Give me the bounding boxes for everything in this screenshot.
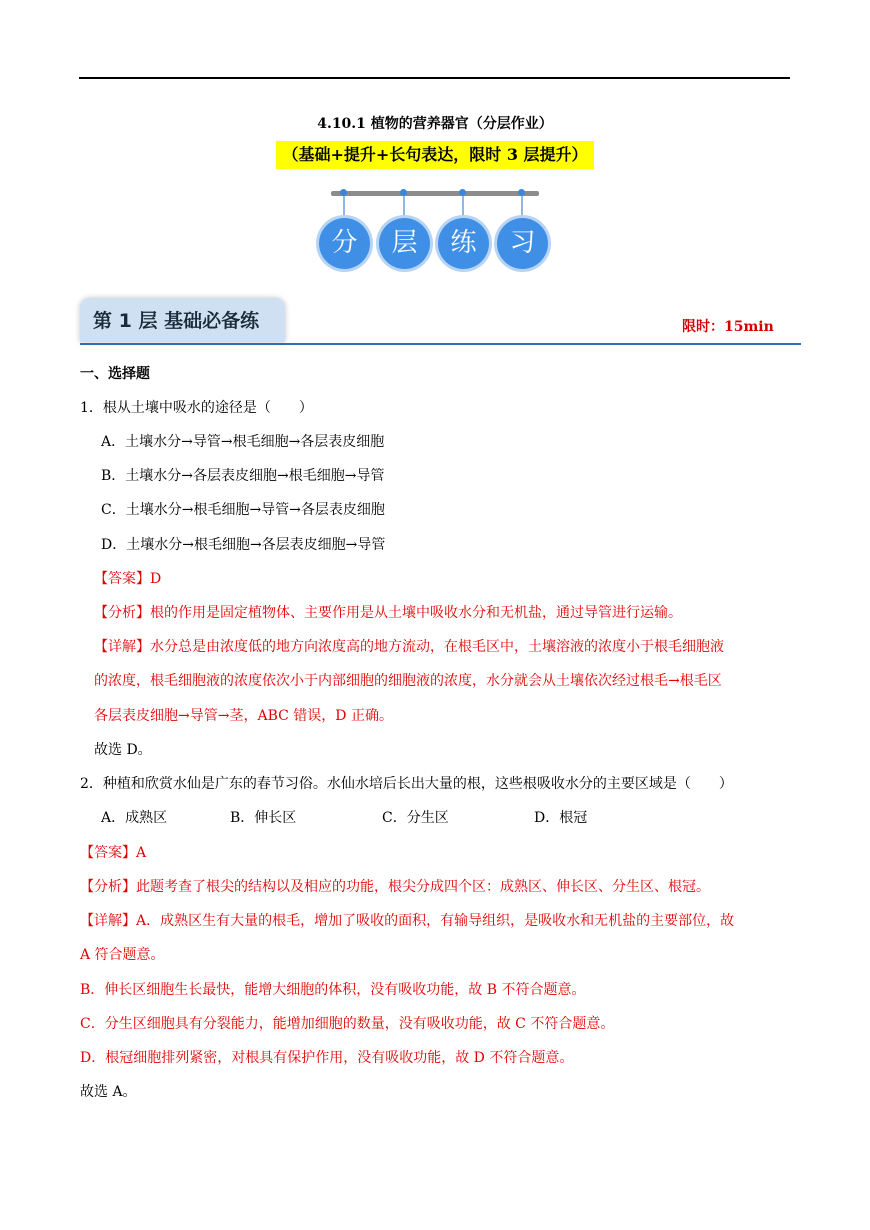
banner-pin-dot <box>400 189 407 196</box>
q1-option-c: C．土壤水分→根毛细胞→导管→各层表皮细胞 <box>101 502 385 518</box>
q1-detail-line: 【详解】水分总是由浓度低的地方向浓度高的地方流动，在根毛区中，土壤溶液的浓度小于根毛细胞液 <box>94 639 724 655</box>
banner-pin-dot <box>340 189 347 196</box>
time-limit: 限时：15min <box>682 319 774 335</box>
banner-char-3: 练 <box>438 218 489 269</box>
q1-detail-line: 的浓度，根毛细胞液的浓度依次小于内部细胞的细胞液的浓度，水分就会从土壤依次经过根毛→根毛区 <box>94 673 722 689</box>
banner-char-2: 层 <box>379 218 430 269</box>
layer-underline <box>80 343 801 345</box>
q1-option-a: A．土壤水分→导管→根毛细胞→各层表皮细胞 <box>101 434 385 450</box>
q1-option-b: B．土壤水分→各层表皮细胞→根毛细胞→导管 <box>101 468 385 484</box>
q2-detail-line: 【详解】A．成熟区生有大量的根毛，增加了吸收的面积，有输导组织，是吸收水和无机盐的主要部位，故 <box>80 913 735 929</box>
banner-pin-line <box>403 192 405 220</box>
q2-option-a: A．成熟区 <box>101 810 168 826</box>
q2-option-d: D．根冠 <box>534 810 588 826</box>
banner-pin-line <box>343 192 345 220</box>
banner-hanger-bar <box>331 191 539 196</box>
q2-conclusion: 故选 A。 <box>80 1084 137 1100</box>
q1-conclusion: 故选 D。 <box>94 742 152 758</box>
q1-answer: 【答案】D <box>94 571 162 587</box>
q1-analysis: 【分析】根的作用是固定植物体、主要作用是从土壤中吸收水分和无机盐，通过导管进行运输。 <box>94 605 682 621</box>
q2-option-b: B．伸长区 <box>230 810 297 826</box>
subtitle-highlight: （基础+提升+长句表达，限时 3 层提升） <box>276 141 593 169</box>
q2-detail-line: C．分生区细胞具有分裂能力，能增加细胞的数量，没有吸收功能，故 C 不符合题意。 <box>80 1016 615 1032</box>
document-title: 4.10.1 植物的营养器官（分层作业） <box>317 116 553 132</box>
q2-detail-line: D．根冠细胞排列紧密，对根具有保护作用，没有吸收功能，故 D 不符合题意。 <box>80 1050 574 1066</box>
q1-option-d: D．土壤水分→根毛细胞→各层表皮细胞→导管 <box>101 537 386 553</box>
q1-detail-line: 各层表皮细胞→导管→茎，ABC 错误，D 正确。 <box>94 708 393 724</box>
q2-detail-line: A 符合题意。 <box>80 947 165 963</box>
banner-pin-dot <box>459 189 466 196</box>
layer-tab: 第 1 层 基础必备练 <box>80 298 285 342</box>
q1-stem: 1．根从土壤中吸水的途径是（ ） <box>80 400 313 416</box>
section-heading: 一、选择题 <box>80 366 150 382</box>
q2-stem: 2．种植和欣赏水仙是广东的春节习俗。水仙水培后长出大量的根，这些根吸收水分的主要区域是（ ） <box>80 776 733 792</box>
subtitle-wrap <box>0 141 870 169</box>
q2-answer: 【答案】A <box>80 845 147 861</box>
banner-pin-line <box>462 192 464 220</box>
banner-pin-dot <box>518 189 525 196</box>
q2-detail-line: B．伸长区细胞生长最快，能增大细胞的体积，没有吸收功能，故 B 不符合题意。 <box>80 982 586 998</box>
top-rule <box>79 77 790 79</box>
q2-option-c: C．分生区 <box>382 810 449 826</box>
q2-analysis: 【分析】此题考查了根尖的结构以及相应的功能，根尖分成四个区：成熟区、伸长区、分生区、根冠。 <box>80 879 710 895</box>
banner-pin-line <box>521 192 523 220</box>
banner-char-4: 习 <box>497 218 548 269</box>
banner-char-1: 分 <box>319 218 370 269</box>
